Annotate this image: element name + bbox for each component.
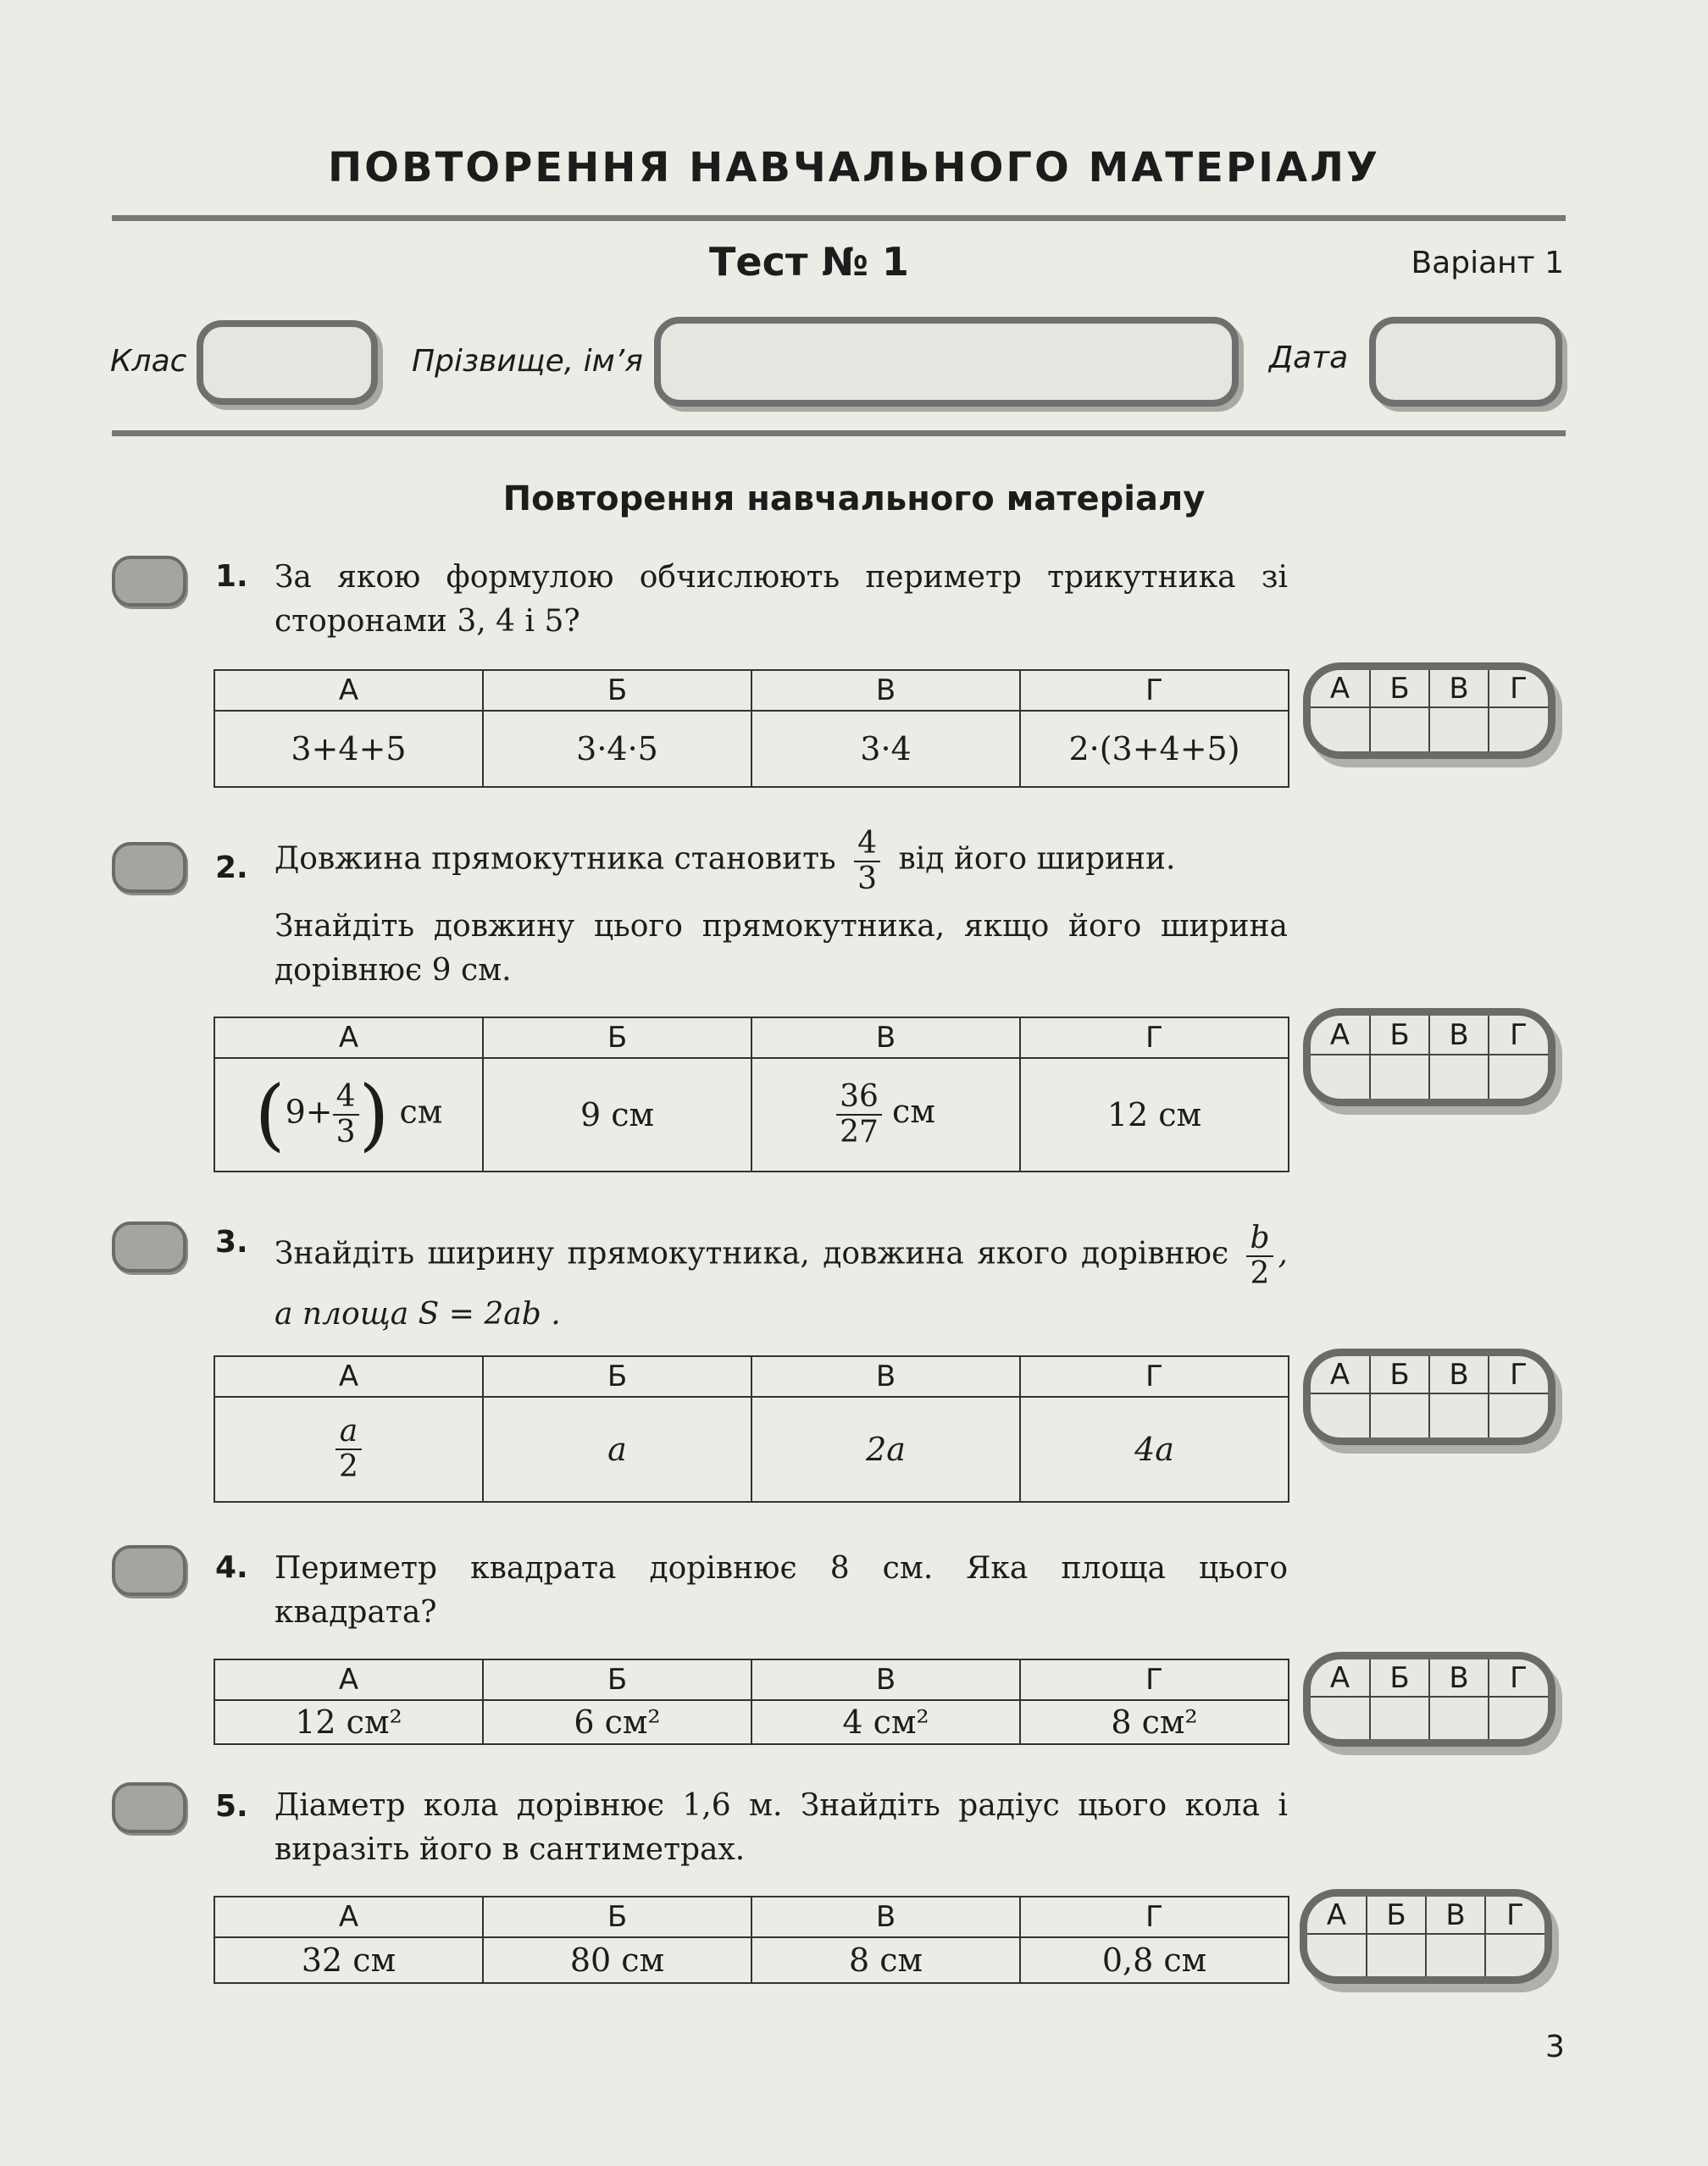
answer-c-cell[interactable] [1426,1934,1485,1976]
option-b-value: 3·4·5 [483,711,751,787]
option-b-value: 9 см [483,1058,751,1172]
answer-d-label: Г [1485,1897,1544,1934]
question-1-options [214,669,1289,788]
answer-d-label: Г [1489,670,1548,707]
answer-a-label: А [1311,670,1370,707]
answer-a-cell[interactable] [1311,1055,1370,1099]
option-a-value: 12 см² [214,1700,483,1744]
question-5-marker [112,1782,186,1833]
answer-a-cell[interactable] [1311,707,1370,751]
answer-c-cell[interactable] [1429,1393,1489,1438]
option-c-den: 27 [840,1115,879,1149]
option-c-label: В [751,1017,1020,1058]
question-3-number: 3. [215,1225,248,1260]
option-a-value: 32 см [214,1937,483,1983]
option-a-value [214,1397,483,1502]
option-c-value [751,1058,1020,1172]
question-4-options [214,1659,1289,1745]
answer-b-cell[interactable] [1370,707,1429,751]
option-a-fraction [336,1415,362,1483]
option-a-whole: 9+ [285,1093,333,1131]
name-label: Прізвище, ім’я [412,344,643,379]
answer-d-label: Г [1489,1659,1548,1697]
date-label: Дата [1269,341,1349,375]
question-2-text-2: Знайдіть довжину цього прямокутника, якщо його ширина дорівнює 9 см. [274,909,1288,988]
answer-b-cell[interactable] [1367,1934,1426,1976]
option-d-label: Г [1020,1897,1289,1937]
question-3-fraction-num: b [1246,1221,1273,1257]
answer-c-label: В [1426,1897,1485,1934]
class-label: Клас [110,344,187,379]
question-2-marker [112,842,186,893]
option-d-label: Г [1020,1356,1289,1397]
answer-b-label: Б [1370,670,1429,707]
answer-c-label: В [1429,670,1489,707]
option-b-label: Б [483,1897,751,1937]
answer-a-label: А [1311,1356,1370,1393]
answer-d-cell[interactable] [1489,707,1548,751]
answer-c-cell[interactable] [1429,1697,1489,1739]
option-c-unit: см [892,1093,935,1131]
question-3-options [214,1355,1289,1503]
answer-d-cell[interactable] [1485,1934,1544,1976]
option-a-den: 2 [339,1449,358,1484]
option-d-label: Г [1020,1659,1289,1700]
option-c-fraction [836,1080,882,1149]
question-3-fraction-den: 2 [1250,1255,1270,1291]
question-2-fraction-num: 4 [854,827,880,862]
question-1-answer-box [1303,662,1556,759]
option-d-label: Г [1020,670,1289,711]
question-3-fraction [1246,1221,1273,1290]
question-2-fraction [854,827,880,895]
date-field[interactable] [1369,317,1562,407]
option-c-value: 3·4 [751,711,1020,787]
question-2-text-before: Довжина прямокутника становить [274,841,836,877]
header-bottom-divider [112,430,1566,436]
option-c-value: 4 см² [751,1700,1020,1744]
answer-b-label: Б [1370,1016,1429,1055]
question-1-marker [112,556,186,607]
option-a-label: А [214,1897,483,1937]
option-d-label: Г [1020,1017,1289,1058]
answer-b-cell[interactable] [1370,1055,1429,1099]
question-2-number: 2. [215,850,248,885]
question-3-answer-box [1303,1349,1556,1445]
answer-d-label: Г [1489,1356,1548,1393]
option-b-label: Б [483,1659,751,1700]
option-d-value: 12 см [1020,1058,1289,1172]
option-c-label: В [751,1356,1020,1397]
answer-a-label: А [1311,1016,1370,1055]
option-a-value: 3+4+5 [214,711,483,787]
answer-b-label: Б [1370,1356,1429,1393]
option-c-label: В [751,670,1020,711]
question-2-text-after: від його ширини. [898,841,1176,877]
answer-a-cell[interactable] [1311,1697,1370,1739]
answer-c-cell[interactable] [1429,1055,1489,1099]
answer-a-cell[interactable] [1307,1934,1367,1976]
option-d-value: 2·(3+4+5) [1020,711,1289,787]
option-a-num: a [336,1415,362,1450]
answer-c-cell[interactable] [1429,707,1489,751]
option-a-fraction [333,1080,359,1149]
option-d-value: 4a [1020,1397,1289,1502]
question-2-answer-box [1303,1008,1556,1106]
option-a-unit: см [399,1093,443,1131]
option-a-label: А [214,670,483,711]
name-field[interactable] [654,317,1239,407]
answer-a-label: А [1307,1897,1367,1934]
answer-d-label: Г [1489,1016,1548,1055]
answer-c-label: В [1429,1659,1489,1697]
answer-c-label: В [1429,1356,1489,1393]
question-5-number: 5. [215,1789,248,1824]
variant-label: Варіант 1 [1411,246,1564,280]
question-3-text-after: , а площа S = 2ab . [274,1236,1288,1332]
option-b-label: Б [483,1356,751,1397]
question-5-options [214,1896,1289,1984]
question-2-text [274,827,1288,895]
option-a-den: 3 [336,1115,356,1149]
page-number: 3 [1545,2030,1565,2064]
class-field[interactable] [197,320,378,405]
option-a-label: А [214,1017,483,1058]
question-3-text [274,1221,1288,1339]
option-b-value: 80 см [483,1937,751,1983]
section-title: Повторення навчального матеріалу [502,479,1206,518]
answer-b-cell[interactable] [1370,1697,1429,1739]
answer-b-label: Б [1367,1897,1426,1934]
option-a-num: 4 [333,1080,359,1116]
question-3-marker [112,1221,186,1272]
question-4-marker [112,1545,186,1596]
question-2-options [214,1017,1289,1172]
option-c-label: В [751,1897,1020,1937]
question-5-answer-box [1300,1889,1552,1984]
answer-b-cell[interactable] [1370,1393,1429,1438]
page-heading: ПОВТОРЕННЯ НАВЧАЛЬНОГО МАТЕРІАЛУ [328,144,1380,191]
top-divider [112,215,1566,221]
answer-d-cell[interactable] [1489,1393,1548,1438]
answer-a-cell[interactable] [1311,1393,1370,1438]
question-3-text-before: Знайдіть ширину прямокутника, довжина якого дорівнює [274,1236,1229,1271]
option-d-value: 0,8 см [1020,1937,1289,1983]
question-5-text: Діаметр кола дорівнює 1,6 м. Знайдіть радіус цього кола і виразіть його в сантиметрах. [274,1788,1288,1867]
answer-d-cell[interactable] [1489,1697,1548,1739]
question-1-number: 1. [215,559,248,594]
option-c-label: В [751,1659,1020,1700]
option-a-label: А [214,1659,483,1700]
option-d-value: 8 см² [1020,1700,1289,1744]
answer-d-cell[interactable] [1489,1055,1548,1099]
option-a-value: (9+ $\frac{4}{3}$ ) см [214,1058,483,1172]
answer-c-label: В [1429,1016,1489,1055]
option-b-value: 6 см² [483,1700,751,1744]
question-2-fraction-den: 3 [857,861,877,896]
test-title: Тест № 1 [709,239,909,285]
option-c-value: 8 см [751,1937,1020,1983]
option-c-value: 2a [751,1397,1020,1502]
question-4-number: 4. [215,1550,248,1585]
option-b-label: Б [483,670,751,711]
option-a-label: А [214,1356,483,1397]
answer-b-label: Б [1370,1659,1429,1697]
question-1-text: За якою формулою обчислюють периметр трикутника зі сторонами 3, 4 і 5? [274,560,1288,639]
answer-a-label: А [1311,1659,1370,1697]
question-4-text: Периметр квадрата дорівнює 8 см. Яка площа цього квадрата? [274,1551,1288,1630]
option-c-num: 36 [836,1080,882,1116]
option-b-label: Б [483,1017,751,1058]
option-b-value: a [483,1397,751,1502]
question-4-answer-box [1303,1652,1556,1747]
